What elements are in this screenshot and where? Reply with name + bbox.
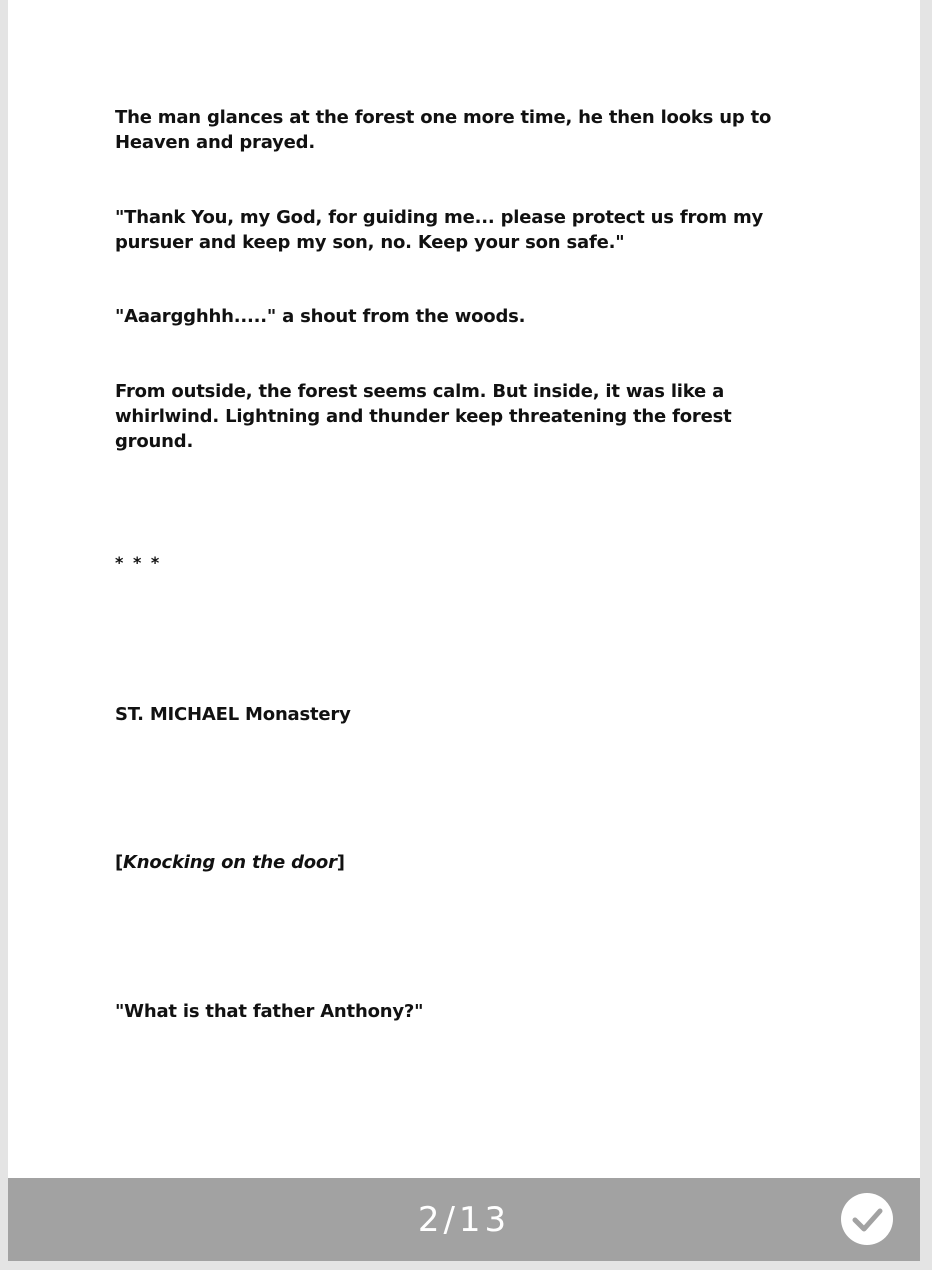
paragraph-prayer-intro: The man glances at the forest one more time, he then looks up to Heaven and prayed. (115, 107, 772, 153)
scene-break: * * * (115, 553, 162, 572)
bottom-bar (8, 1178, 920, 1261)
close-bracket: ] (336, 852, 345, 873)
checkmark-icon (841, 1193, 893, 1245)
stage-direction (115, 850, 815, 875)
stage-direction-text: Knocking on the door (123, 852, 337, 873)
scene-heading: ST. MICHAEL Monastery (115, 704, 351, 725)
open-bracket: [ (115, 852, 124, 873)
paragraph-prayer: "Thank You, my God, for guiding me... please protect us from my pursuer and keep my son, no. Keep your son safe." (115, 207, 764, 253)
confirm-button[interactable] (841, 1193, 893, 1245)
document-page (8, 0, 920, 1178)
paragraph-shout: "Aaargghhh....." a shout from the woods. (115, 306, 526, 327)
paragraph-forest: From outside, the forest seems calm. But inside, it was like a whirlwind. Lightning and thunder keep threatening the forest ground. (115, 381, 732, 452)
dialogue-line: "What is that father Anthony?" (115, 1001, 424, 1022)
page-indicator: 2/13 (417, 1200, 511, 1240)
